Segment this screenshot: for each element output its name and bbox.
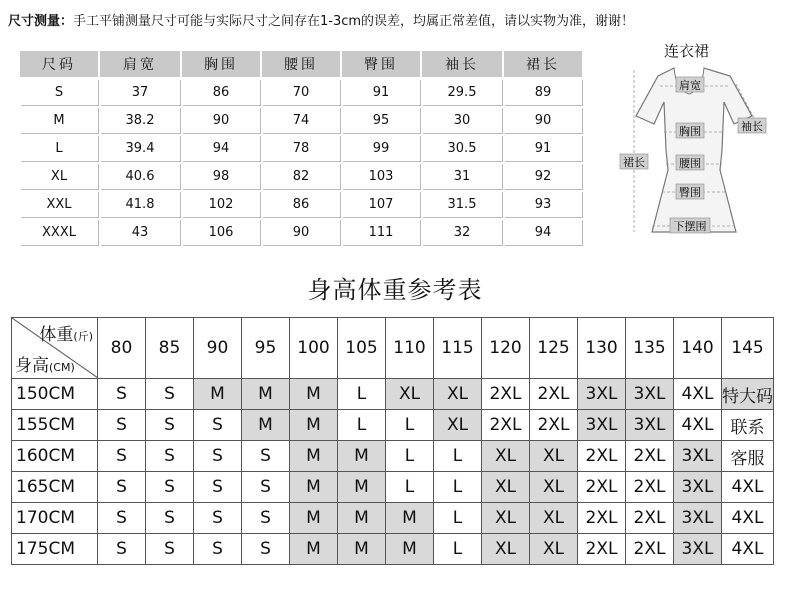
size-recommendation-cell: L: [434, 472, 482, 503]
size-value-cell: 86: [182, 79, 260, 105]
size-value-cell: 37: [100, 79, 180, 105]
size-value-cell: 30.5: [422, 135, 502, 161]
size-recommendation-cell: 4XL: [722, 534, 774, 565]
size-recommendation-cell: M: [290, 503, 338, 534]
size-recommendation-cell: 4XL: [722, 472, 774, 503]
size-recommendation-cell: S: [194, 534, 242, 565]
weight-header-cell: 80: [98, 318, 146, 379]
weight-header-cell: 130: [578, 318, 626, 379]
size-recommendation-cell: M: [386, 534, 434, 565]
size-recommendation-cell: XL: [386, 379, 434, 410]
size-code-cell: XXXL: [20, 219, 98, 245]
size-value-cell: 90: [182, 107, 260, 133]
size-recommendation-cell: 3XL: [674, 441, 722, 472]
size-recommendation-cell: 客服: [722, 441, 774, 472]
size-value-cell: 94: [182, 135, 260, 161]
size-recommendation-cell: XL: [434, 379, 482, 410]
size-code-cell: M: [20, 107, 98, 133]
weight-header-cell: 120: [482, 318, 530, 379]
height-label-cell: 165CM: [12, 472, 98, 503]
size-recommendation-cell: S: [194, 410, 242, 441]
size-recommendation-cell: 4XL: [674, 410, 722, 441]
height-row: [12, 534, 774, 565]
dress-diagram-title: 连衣裙: [664, 42, 710, 60]
size-header-cell: 腰围: [262, 51, 340, 77]
size-recommendation-cell: 2XL: [578, 441, 626, 472]
weight-header-cell: 95: [242, 318, 290, 379]
size-recommendation-cell: S: [146, 441, 194, 472]
size-code-cell: XXL: [20, 191, 98, 217]
size-value-cell: 106: [182, 219, 260, 245]
size-value-cell: 31.5: [422, 191, 502, 217]
reference-table-title: 身高体重参考表: [307, 276, 483, 304]
height-label-cell: 170CM: [12, 503, 98, 534]
size-recommendation-cell: 3XL: [674, 503, 722, 534]
size-recommendation-cell: M: [338, 472, 386, 503]
label-hip: 臀围: [679, 186, 701, 199]
size-recommendation-cell: 2XL: [626, 441, 674, 472]
size-recommendation-cell: M: [290, 441, 338, 472]
size-value-cell: 32: [422, 219, 502, 245]
size-recommendation-cell: M: [194, 379, 242, 410]
size-recommendation-cell: 特大码: [722, 379, 774, 410]
weight-header-cell: 85: [146, 318, 194, 379]
size-recommendation-cell: XL: [530, 472, 578, 503]
size-value-cell: 70: [262, 79, 340, 105]
size-header-cell: 肩宽: [100, 51, 180, 77]
size-recommendation-cell: M: [242, 379, 290, 410]
size-recommendation-cell: 2XL: [530, 410, 578, 441]
size-value-cell: 102: [182, 191, 260, 217]
size-recommendation-cell: 2XL: [578, 534, 626, 565]
size-header-cell: 尺码: [20, 51, 98, 77]
weight-header-cell: 105: [338, 318, 386, 379]
size-recommendation-cell: XL: [482, 503, 530, 534]
size-recommendation-cell: 3XL: [674, 472, 722, 503]
weight-header-cell: 125: [530, 318, 578, 379]
size-value-cell: 39.4: [100, 135, 180, 161]
measurement-notice: [8, 10, 634, 29]
size-recommendation-cell: XL: [482, 534, 530, 565]
size-recommendation-cell: S: [98, 410, 146, 441]
size-recommendation-cell: 2XL: [530, 379, 578, 410]
size-recommendation-cell: S: [98, 503, 146, 534]
size-recommendation-cell: 2XL: [626, 534, 674, 565]
size-value-cell: 78: [262, 135, 340, 161]
size-recommendation-cell: XL: [482, 472, 530, 503]
size-table: [18, 49, 584, 247]
size-recommendation-cell: M: [290, 379, 338, 410]
size-recommendation-cell: S: [146, 379, 194, 410]
size-recommendation-cell: S: [98, 379, 146, 410]
label-sleeve: 袖长: [741, 120, 763, 133]
size-recommendation-cell: S: [194, 441, 242, 472]
size-recommendation-cell: XL: [482, 441, 530, 472]
size-recommendation-cell: XL: [530, 503, 578, 534]
height-label-cell: 155CM: [12, 410, 98, 441]
size-row: [20, 135, 582, 161]
size-value-cell: 31: [422, 163, 502, 189]
size-value-cell: 91: [342, 79, 420, 105]
size-recommendation-cell: M: [338, 441, 386, 472]
corner-weight-label: 体重(斤): [39, 325, 93, 345]
size-recommendation-cell: L: [434, 441, 482, 472]
size-recommendation-cell: S: [146, 503, 194, 534]
weight-header-cell: 145: [722, 318, 774, 379]
size-row: [20, 191, 582, 217]
size-recommendation-cell: M: [290, 534, 338, 565]
size-value-cell: 38.2: [100, 107, 180, 133]
size-recommendation-cell: M: [242, 410, 290, 441]
weight-header-cell: 110: [386, 318, 434, 379]
weight-header-row: [12, 318, 774, 379]
height-row: [12, 410, 774, 441]
height-label-cell: 160CM: [12, 441, 98, 472]
size-recommendation-cell: 4XL: [674, 379, 722, 410]
height-row: [12, 472, 774, 503]
size-recommendation-cell: S: [242, 441, 290, 472]
weight-header-cell: 100: [290, 318, 338, 379]
size-header-cell: 臀围: [342, 51, 420, 77]
size-recommendation-cell: M: [338, 534, 386, 565]
size-recommendation-cell: S: [194, 503, 242, 534]
height-row: [12, 503, 774, 534]
size-recommendation-cell: 3XL: [626, 410, 674, 441]
label-chest: 胸围: [679, 125, 701, 138]
size-recommendation-cell: XL: [530, 441, 578, 472]
size-recommendation-cell: 2XL: [626, 472, 674, 503]
size-value-cell: 92: [504, 163, 582, 189]
size-recommendation-cell: 联系: [722, 410, 774, 441]
size-recommendation-cell: 3XL: [578, 410, 626, 441]
size-code-cell: XL: [20, 163, 98, 189]
size-recommendation-cell: S: [146, 410, 194, 441]
size-value-cell: 86: [262, 191, 340, 217]
size-header-cell: 袖长: [422, 51, 502, 77]
size-recommendation-cell: S: [242, 472, 290, 503]
size-row: [20, 107, 582, 133]
size-value-cell: 103: [342, 163, 420, 189]
size-value-cell: 107: [342, 191, 420, 217]
size-recommendation-cell: L: [434, 534, 482, 565]
size-recommendation-cell: S: [242, 534, 290, 565]
dress-diagram: [604, 60, 784, 240]
size-value-cell: 30: [422, 107, 502, 133]
size-recommendation-cell: S: [98, 534, 146, 565]
height-row: [12, 441, 774, 472]
size-value-cell: 82: [262, 163, 340, 189]
size-recommendation-cell: M: [290, 472, 338, 503]
size-value-cell: 90: [262, 219, 340, 245]
height-label-cell: 175CM: [12, 534, 98, 565]
weight-header-cell: 115: [434, 318, 482, 379]
weight-header-cell: 135: [626, 318, 674, 379]
size-row: [20, 219, 582, 245]
size-recommendation-cell: S: [194, 472, 242, 503]
size-value-cell: 91: [504, 135, 582, 161]
size-value-cell: 29.5: [422, 79, 502, 105]
size-recommendation-cell: S: [146, 534, 194, 565]
size-recommendation-cell: 2XL: [578, 503, 626, 534]
size-code-cell: S: [20, 79, 98, 105]
size-recommendation-cell: 2XL: [578, 472, 626, 503]
size-value-cell: 40.6: [100, 163, 180, 189]
size-table-header: [20, 51, 582, 77]
size-recommendation-cell: 4XL: [722, 503, 774, 534]
size-recommendation-cell: 3XL: [626, 379, 674, 410]
size-recommendation-cell: L: [338, 410, 386, 441]
size-recommendation-cell: 3XL: [578, 379, 626, 410]
label-shoulder: 肩宽: [679, 79, 701, 92]
size-value-cell: 94: [504, 219, 582, 245]
height-label-cell: 150CM: [12, 379, 98, 410]
table-corner-header: [12, 318, 98, 379]
size-recommendation-cell: XL: [434, 410, 482, 441]
size-value-cell: 74: [262, 107, 340, 133]
size-recommendation-cell: M: [338, 503, 386, 534]
size-value-cell: 111: [342, 219, 420, 245]
size-recommendation-cell: S: [98, 441, 146, 472]
size-recommendation-cell: L: [386, 472, 434, 503]
size-recommendation-cell: 2XL: [482, 379, 530, 410]
size-value-cell: 41.8: [100, 191, 180, 217]
size-value-cell: 99: [342, 135, 420, 161]
height-row: [12, 379, 774, 410]
weight-header-cell: 90: [194, 318, 242, 379]
size-recommendation-cell: L: [386, 410, 434, 441]
label-hem: 下摆围: [673, 220, 707, 233]
notice-label: 尺寸测量：: [8, 14, 74, 29]
dress-outline: [636, 68, 752, 232]
size-recommendation-cell: S: [98, 472, 146, 503]
size-row: [20, 163, 582, 189]
label-waist: 腰围: [679, 157, 701, 170]
size-code-cell: L: [20, 135, 98, 161]
size-recommendation-cell: XL: [530, 534, 578, 565]
size-recommendation-cell: S: [146, 472, 194, 503]
label-skirt-length: 裙长: [623, 156, 645, 169]
size-recommendation-cell: 2XL: [482, 410, 530, 441]
weight-header-cell: 140: [674, 318, 722, 379]
size-recommendation-cell: L: [386, 441, 434, 472]
height-weight-table: [11, 317, 774, 565]
size-row: [20, 79, 582, 105]
size-value-cell: 98: [182, 163, 260, 189]
size-value-cell: 90: [504, 107, 582, 133]
size-recommendation-cell: M: [290, 410, 338, 441]
size-value-cell: 95: [342, 107, 420, 133]
corner-height-label: 身高(CM): [15, 356, 75, 376]
notice-text: 手工平铺测量尺寸可能与实际尺寸之间存在1-3cm的误差，均属正常差值，请以实物为准，谢谢！: [73, 14, 635, 29]
size-recommendation-cell: M: [386, 503, 434, 534]
size-header-cell: 裙长: [504, 51, 582, 77]
size-header-cell: 胸围: [182, 51, 260, 77]
size-value-cell: 89: [504, 79, 582, 105]
size-value-cell: 43: [100, 219, 180, 245]
size-recommendation-cell: L: [434, 503, 482, 534]
size-recommendation-cell: 2XL: [626, 503, 674, 534]
size-recommendation-cell: L: [338, 379, 386, 410]
size-recommendation-cell: 3XL: [674, 534, 722, 565]
size-value-cell: 93: [504, 191, 582, 217]
size-recommendation-cell: S: [242, 503, 290, 534]
